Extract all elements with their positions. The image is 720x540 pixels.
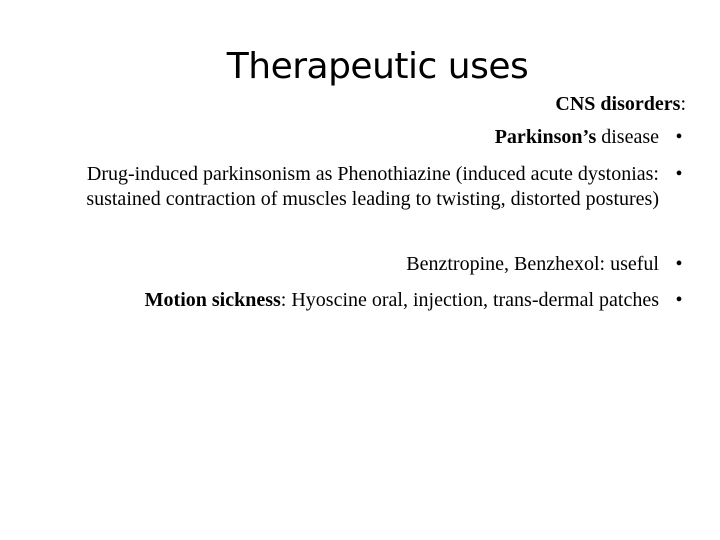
bullet-icon: •: [675, 163, 683, 185]
bullet-icon: •: [675, 126, 683, 148]
bullet-bold-text: Motion sickness: [144, 289, 281, 311]
section-heading-text: CNS disorders: [555, 93, 681, 115]
bullet-text: [495, 125, 659, 150]
bullet-plain-text: : Hyoscine oral, injection, trans-dermal patches: [280, 289, 659, 311]
bullet-icon: •: [675, 289, 683, 311]
bullet-bold-text: Parkinson’s: [494, 126, 597, 148]
bullet-plain-text: disease: [596, 126, 659, 148]
bullet-plain-text: Drug-induced parkinsonism as Phenothiazine (induced acute dystonias: sustained contraction of muscles leading to twisting, distorted postures): [86, 163, 659, 210]
bullet-text: [29, 162, 659, 211]
slide-title: Therapeutic uses: [226, 46, 529, 87]
bullet-text: [145, 288, 659, 313]
bullet-plain-text: Benztropine, Benzhexol: useful: [406, 253, 659, 275]
section-heading: [555, 92, 686, 117]
bullet-icon: •: [675, 253, 683, 275]
bullet-text: [406, 252, 659, 277]
section-heading-suffix: :: [680, 93, 686, 115]
